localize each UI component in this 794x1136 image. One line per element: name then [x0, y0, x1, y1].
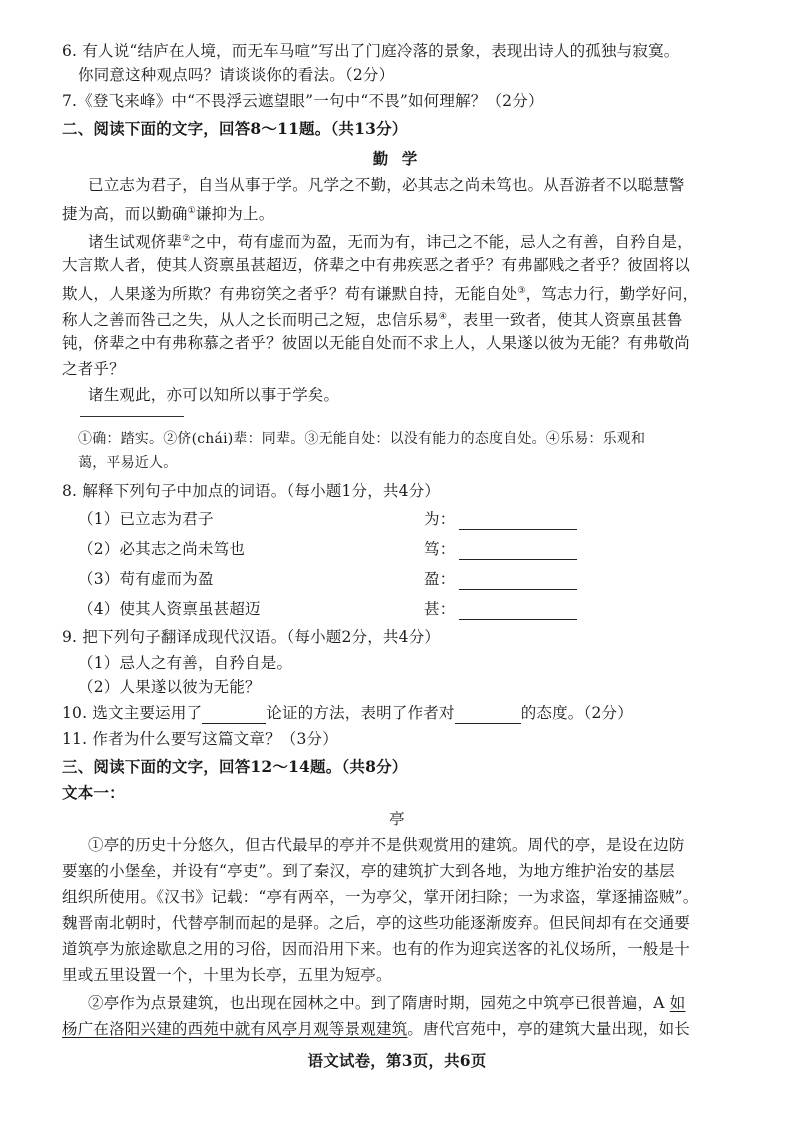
text-span: ②亭作为点景建筑，也出现在园林之中。到了隋唐时期，园苑之中筑亭已很普遍，A: [88, 994, 670, 1012]
text-span: 称人之善而咎己之失，从人之长而明己之短，忠信乐易: [62, 311, 439, 330]
q10-text: 的态度。（2分）: [520, 704, 633, 722]
text-span: 诸生试观侪辈: [88, 233, 183, 252]
passage1-p2-line2: 大言欺人者，使其人资禀虽甚超迈，侪辈之中有弗疾恶之者乎？有弗鄙贱之者乎？彼固将以: [62, 256, 691, 274]
section3-heading: 三、阅读下面的文字，回答12～14题。（共8分）: [62, 757, 408, 776]
passage1-p2-line6: 之者乎？: [62, 360, 125, 378]
text-span: 谦抑为上。: [195, 205, 275, 224]
q9-heading: 9. 把下列句子翻译成现代汉语。（每小题2分，共4分）: [62, 628, 441, 646]
footnote-mark: ④: [438, 312, 448, 322]
q8-sentence: （4）使其人资禀虽甚超迈: [78, 600, 261, 618]
q8-answer: [424, 598, 577, 620]
text-one-label: 文本一：: [62, 783, 125, 802]
passage2-p1-line5: 道筑亭为旅途歇息之用的习俗，因而沿用下来。也有的作为迎宾送客的礼仪场所，一般是十: [62, 940, 691, 958]
page-footer: 语文试卷，第3页，共6页: [307, 1051, 487, 1070]
answer-blank[interactable]: [459, 543, 577, 560]
answer-blank[interactable]: [459, 573, 577, 590]
q8-answer: [424, 538, 577, 560]
passage2-p1-line2: 要塞的小堡垒，并设有“亭吏”。到了秦汉，亭的建筑扩大到各地，为地方维护治安的基层: [62, 862, 675, 880]
q8-sentence: （2）必其志之尚未笃也: [78, 540, 246, 558]
answer-blank[interactable]: [459, 603, 577, 620]
passage2-p2-line2: [62, 1018, 742, 1040]
footnotes-line2: 蔼，平易近人。: [78, 455, 178, 471]
q8-sentence: （1）已立志为君子: [78, 510, 214, 528]
passage2-p1-line3: 组织所使用。《汉书》记载：“亭有两卒，一为亭父，掌开闭扫除；一为求盗，掌逐捕盗贼”。: [62, 888, 699, 906]
q6-line2: 你同意这种观点吗？请谈谈你的看法。（2分）: [78, 66, 395, 84]
passage1-p3: 诸生观此，亦可以知所以事于学矣。: [88, 386, 340, 404]
q8-heading: 8. 解释下列句子中加点的词语。（每小题1分，共4分）: [62, 482, 441, 500]
text-span: 欺人，人果遂为所欺？有弗窃笑之者乎？苟有谦默自持，无能自处: [62, 285, 518, 304]
q9-item-2: （2）人果遂以彼为无能？: [78, 678, 261, 696]
q11: 11. 作者为什么要写这篇文章？（3分）: [62, 730, 338, 748]
passage1-p1-line2: [62, 200, 742, 225]
passage1-p1-line1: 已立志为君子，自当从事于学。凡学之不勤，必其志之尚未笃也。从吾游者不以聪慧警: [88, 176, 685, 194]
answer-blank[interactable]: [202, 707, 266, 724]
text-span: 之中，苟有虚而为盈，无而为有，讳己之不能，忌人之有善，自矜自是，: [190, 233, 693, 252]
passage2-p1-line6: 里或五里设置一个，十里为长亭，五里为短亭。: [62, 966, 392, 984]
passage-title-qinxue: 勤 学: [372, 149, 422, 168]
q7: 7.《登飞来峰》中“不畏浮云遮望眼”一句中“不畏”如何理解？（2分）: [62, 92, 544, 110]
passage1-p2-line1: [88, 228, 768, 253]
passage1-p2-line3: [62, 280, 742, 305]
q10: [62, 702, 742, 724]
q8-word: 甚：: [424, 600, 456, 618]
text-span: 。唐代宫苑中，亭的建筑大量出现，如长: [407, 1020, 691, 1038]
q8-word: 盈：: [424, 570, 456, 588]
passage-title-ting: 亭: [389, 810, 405, 828]
footnotes-line1: ①确：踏实。②侪(chái)辈：同辈。③无能自处：以没有能力的态度自处。④乐易：乐观和: [78, 431, 646, 447]
text-span: ，表里一致者，使其人资禀虽甚鲁: [447, 311, 683, 330]
q8-answer: [424, 508, 577, 530]
q8-item-1: [78, 508, 758, 530]
underlined-text: 杨广在洛阳兴建的西苑中就有风亭月观等景观建筑: [62, 1020, 408, 1038]
footnote-mark: ③: [517, 286, 526, 296]
passage2-p1-line4: 魏晋南北朝时，代替亭制而起的是驿。之后，亭的这些功能逐渐废弃。但民间却有在交通要: [62, 914, 691, 932]
q6-line1: 6. 有人说“结庐在人境，而无车马喧”写出了门庭冷落的景象，表现出诗人的孤独与寂寞。: [62, 42, 680, 60]
answer-blank[interactable]: [459, 513, 577, 530]
footnote-mark: ①: [187, 206, 196, 216]
q8-item-2: [78, 538, 758, 560]
q8-word: 笃：: [424, 540, 456, 558]
text-span: ，笃志力行，勤学好问，: [525, 285, 699, 304]
q8-answer: [424, 568, 577, 590]
text-span: 捷为高，而以勤确: [62, 205, 188, 224]
section2-heading: 二、阅读下面的文字，回答8～11题。（共13分）: [62, 119, 408, 138]
passage2-p2-line1: [88, 992, 768, 1014]
q10-text: 10. 选文主要运用了: [62, 704, 203, 722]
passage1-p2-line4: [62, 306, 742, 331]
q8-item-3: [78, 568, 758, 590]
q10-text: 论证的方法，表明了作者对: [266, 704, 455, 722]
q8-item-4: [78, 598, 758, 620]
q8-sentence: （3）苟有虚而为盈: [78, 570, 214, 588]
footnote-divider: [80, 416, 184, 417]
passage2-p1-line1: ①亭的历史十分悠久，但古代最早的亭并不是供观赏用的建筑。周代的亭，是设在边防: [88, 836, 685, 854]
passage1-p2-line5: 钝，侪辈之中有弗称慕之者乎？彼固以无能自处而不求上人，人果遂以彼为无能？有弗敬尚: [62, 334, 691, 352]
q8-word: 为：: [424, 510, 456, 528]
q9-item-1: （1）忌人之有善，自矜自是。: [78, 654, 293, 672]
answer-blank[interactable]: [455, 707, 521, 724]
underlined-text: 如: [669, 994, 686, 1012]
footnote-mark: ②: [182, 234, 191, 244]
